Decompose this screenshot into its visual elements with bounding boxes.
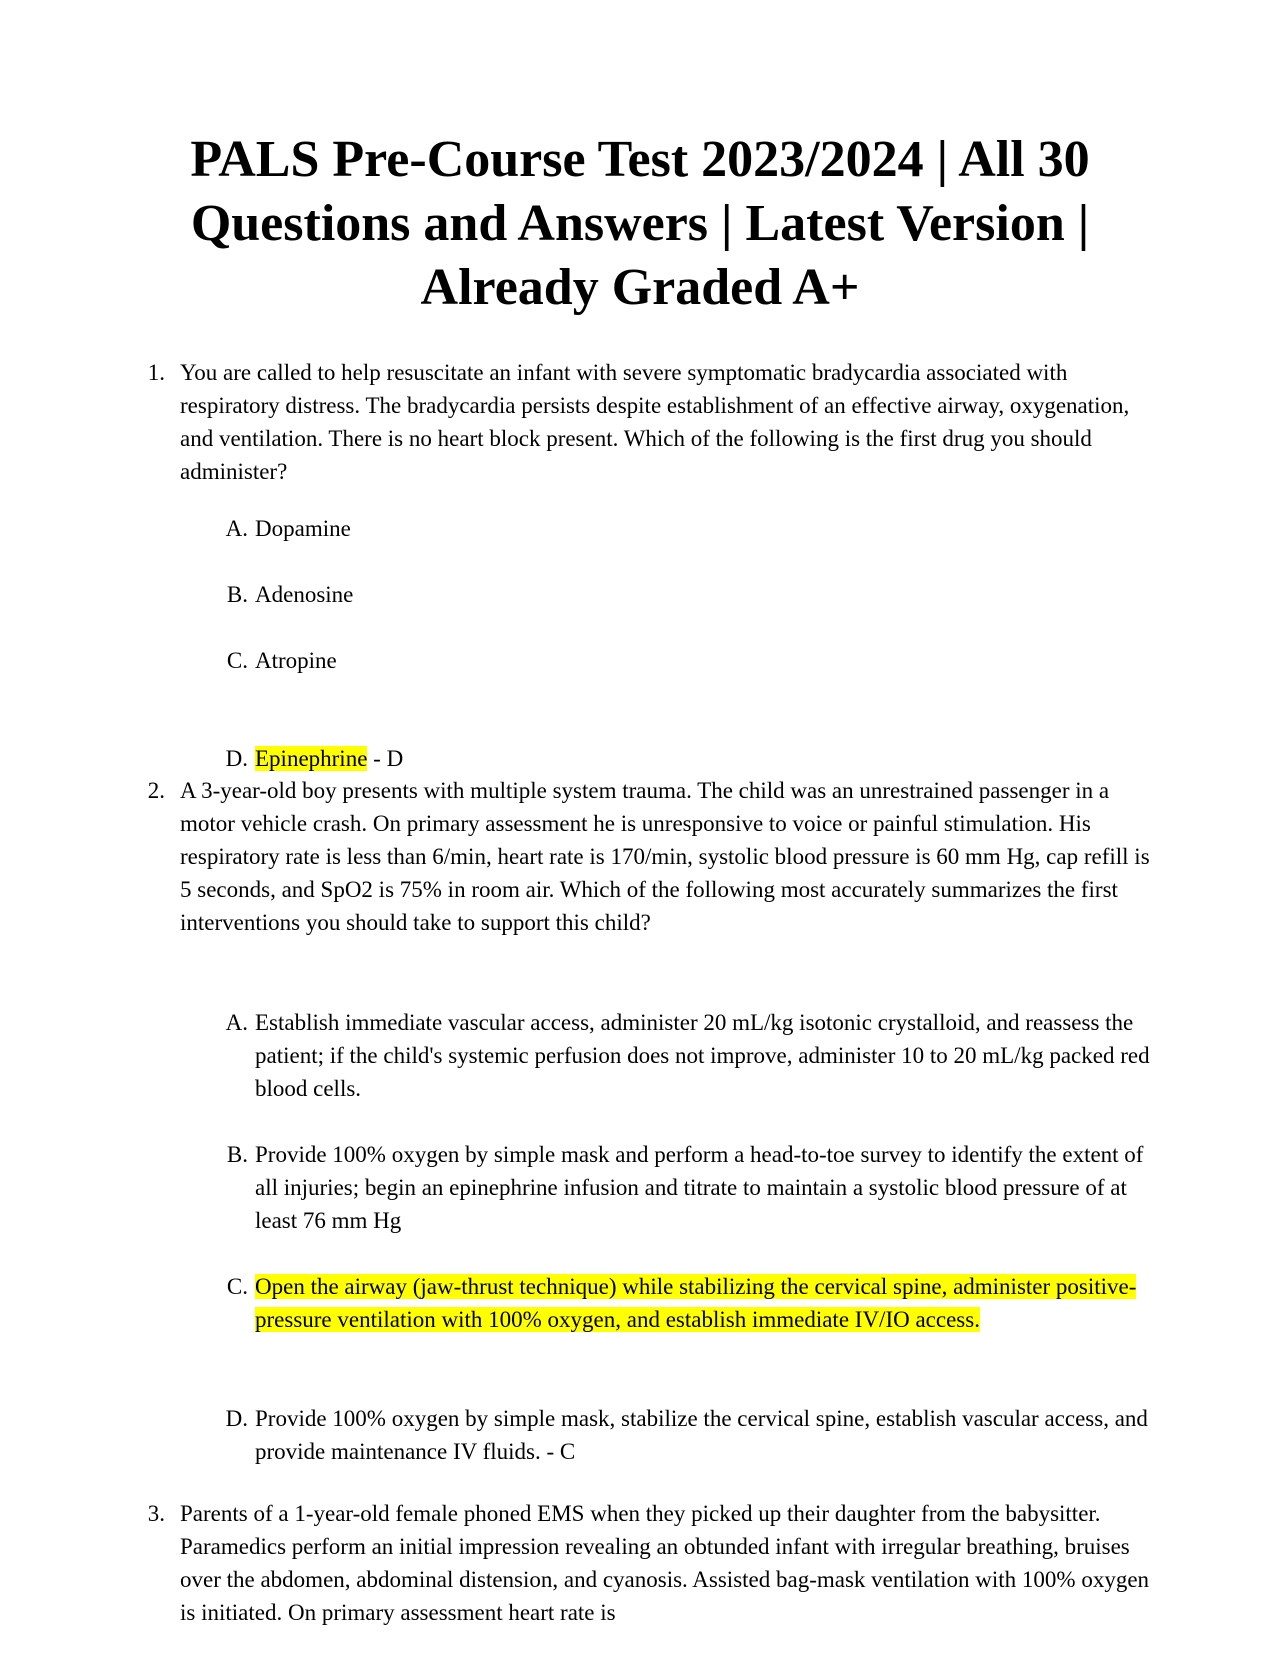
highlighted-answer: Epinephrine	[255, 746, 368, 771]
question-1-option-a-letter: A.	[225, 516, 248, 541]
question-2-option-c	[255, 1270, 1155, 1336]
question-3-text: Parents of a 1-year-old female phoned EMS when they picked up their daughter from the babysitter. Paramedics perform an initial impression revealing an obtunded infant with irregular breathing, bruises over the abdomen, abdominal distension, and cyanosis. Assisted bag-mask ventilation with 100% oxygen is initiated. On primary assessment heart rate is	[180, 1501, 1150, 1625]
question-1-option-a: Dopamine	[255, 516, 351, 541]
question-2-option-a: Establish immediate vascular access, administer 20 mL/kg isotonic crystalloid, and reassess the patient; if the child's systemic perfusion does not improve, administer 10 to 20 mL/kg packed red blood cells.	[255, 1010, 1150, 1101]
question-1-number: 1.	[147, 360, 165, 385]
question-1-text: You are called to help resuscitate an infant with severe symptomatic bradycardia associated with respiratory distress. The bradycardia persists despite establishment of an effective airway, oxygenation, and ventilation. There is no heart block present. Which of the following is the first drug you should administer?	[180, 360, 1130, 484]
question-2-option-b-letter: B.	[226, 1142, 248, 1167]
question-3-number: 3.	[147, 1501, 165, 1526]
question-2-number: 2.	[147, 778, 165, 803]
question-2-option-b: Provide 100% oxygen by simple mask and perform a head-to-toe survey to identify the extent of all injuries; begin an epinephrine infusion and titrate to maintain a systolic blood pressure of at least 76 mm Hg	[255, 1142, 1144, 1233]
question-2-option-d-letter: D.	[225, 1406, 248, 1431]
page-title: PALS Pre-Course Test 2023/2024 | All 30 Questions and Answers | Latest Version | Already Graded A+	[190, 131, 1090, 316]
question-2-text: A 3-year-old boy presents with multiple system trauma. The child was an unrestrained passenger in a motor vehicle crash. On primary assessment he is unresponsive to voice or painful stimulation. His respiratory rate is less than 6/min, heart rate is 170/min, systolic blood pressure is 60 mm Hg, cap refill is 5 seconds, and SpO2 is 75% in room air. Which of the following most accurately summarizes the first interventions you should take to support this child?	[180, 778, 1150, 935]
answer-key: - D	[367, 746, 404, 771]
question-2-option-a-letter: A.	[225, 1010, 248, 1035]
question-1-option-c-letter: C.	[226, 648, 248, 673]
question-2-option-d: Provide 100% oxygen by simple mask, stabilize the cervical spine, establish vascular access, and provide maintenance IV fluids. - C	[255, 1406, 1148, 1464]
question-2-option-c-letter: C.	[226, 1274, 248, 1299]
highlighted-answer: Open the airway (jaw-thrust technique) while stabilizing the cervical spine, administer positive-pressure ventilation with 100% oxygen, and establish immediate IV/IO access.	[255, 1274, 1137, 1332]
question-1-option-d-letter: D.	[225, 746, 248, 771]
question-1-option-c: Atropine	[255, 648, 337, 673]
question-1-option-d	[255, 742, 1155, 775]
question-1-option-b: Adenosine	[255, 582, 354, 607]
question-1-option-b-letter: B.	[226, 582, 248, 607]
